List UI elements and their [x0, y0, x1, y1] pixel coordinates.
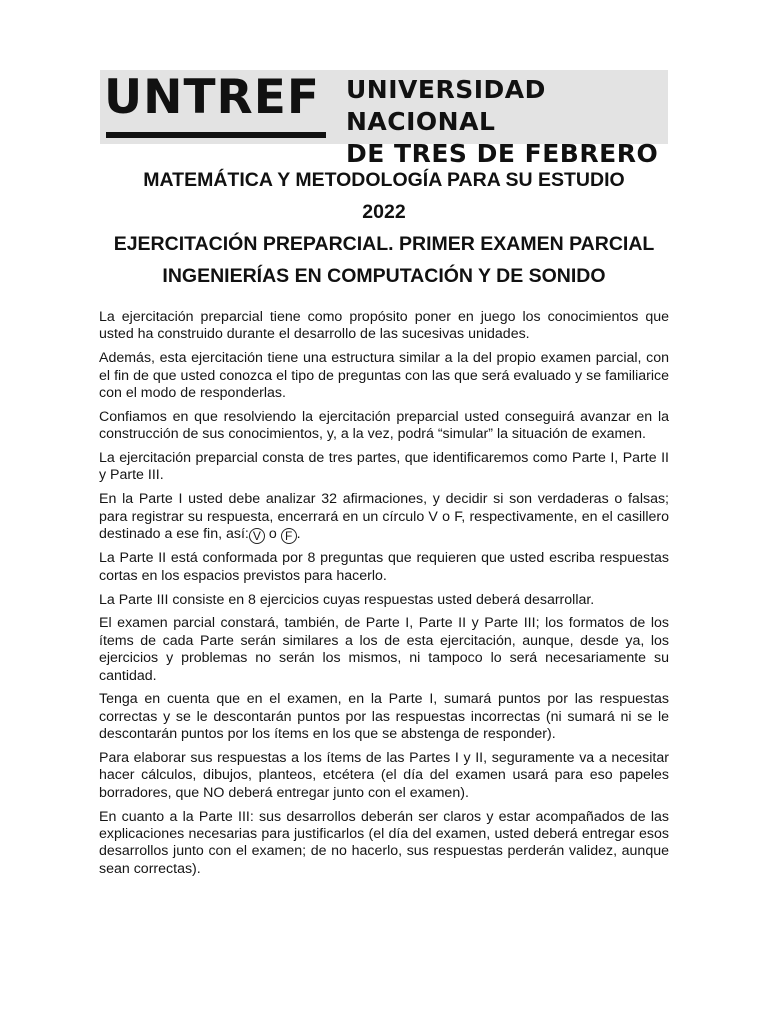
careers-title: INGENIERÍAS EN COMPUTACIÓN Y DE SONIDO [162, 265, 606, 287]
document-titles [0, 164, 768, 292]
paragraph-5-text: En la Parte I usted debe analizar 32 afirmaciones, y decidir si son verdaderas o falsas; para registrar su respuesta, encerrará en un círculo V o F, respectivamente, en el casillero destinado a ese fin, así: [99, 491, 669, 543]
document-body [99, 309, 669, 885]
university-name [346, 74, 668, 170]
paragraph-3: Confiamos en que resolviendo la ejercitación preparcial usted conseguirá avanzar en la construcción de sus conocimientos, y, a la vez, podrá “simular” la situación de examen. [99, 408, 669, 443]
paragraph-1: La ejercitación preparcial tiene como propósito poner en juego los conocimientos que usted ha construido durante el desarrollo de las sucesivas unidades. [99, 309, 669, 343]
exam-title: EJERCITACIÓN PREPARCIAL. PRIMER EXAMEN PARCIAL [113, 233, 655, 255]
circled-v-icon: V [249, 528, 265, 544]
paragraph-8: El examen parcial constará, también, de Parte I, Parte II y Parte III; los formatos de los ítems de cada Parte serán similares a los de esta ejercitación, aunque, desde ya, los ejercicios y problemas no serán los mismos, ni tampoco lo será necesariamente su cantidad. [99, 615, 669, 684]
paragraph-6: La Parte II está conformada por 8 preguntas que requieren que usted escriba respuestas cortas en los espacios previstos para hacerlo. [99, 550, 669, 584]
university-banner [100, 70, 668, 168]
paragraph-2: Además, esta ejercitación tiene una estructura similar a la del propio examen parcial, con el fin de que usted conozca el tipo de preguntas con las que será evaluado y se familiarice con el modo de responderlas. [99, 350, 669, 402]
university-name-line2: DE TRES DE FEBRERO [346, 139, 659, 168]
paragraph-4: La ejercitación preparcial consta de tres partes, que identificaremos como Parte I, Parte II y Parte III. [99, 450, 669, 484]
untref-logo: UNTREF [104, 70, 320, 125]
year-title: 2022 [362, 201, 406, 223]
paragraph-11: En cuanto a la Parte III: sus desarrollos deberán ser claros y estar acompañados de las explicaciones necesarias para justificarlos (el día del examen, usted deberá entregar esos desarrollos junto con el examen; de no hacerlo, sus respuestas perderán validez, aunque sean correctas). [99, 808, 669, 877]
paragraph-5-or: o [268, 526, 277, 543]
course-title: MATEMÁTICA Y METODOLOGÍA PARA SU ESTUDIO [143, 169, 625, 191]
paragraph-7: La Parte III consiste en 8 ejercicios cuyas respuestas usted deberá desarrollar. [99, 591, 595, 608]
paragraph-5-end: . [296, 526, 301, 543]
circled-f-icon: F [281, 528, 297, 544]
university-name-line1: UNIVERSIDAD NACIONAL [346, 75, 546, 136]
logo-underline [106, 132, 326, 138]
paragraph-9: Tenga en cuenta que en el examen, en la Parte I, sumará puntos por las respuestas correctas y se le descontarán puntos por las respuestas incorrectas (ni sumará ni se le descontarán puntos por los ítems en los que se abstenga de responder). [99, 691, 669, 743]
paragraph-5 [99, 491, 669, 544]
paragraph-10: Para elaborar sus respuestas a los ítems de las Partes I y II, seguramente va a necesitar hacer cálculos, dibujos, planteos, etcétera (el día del examen usará para eso papeles borradores, que NO deberá entregar junto con el examen). [99, 750, 669, 801]
